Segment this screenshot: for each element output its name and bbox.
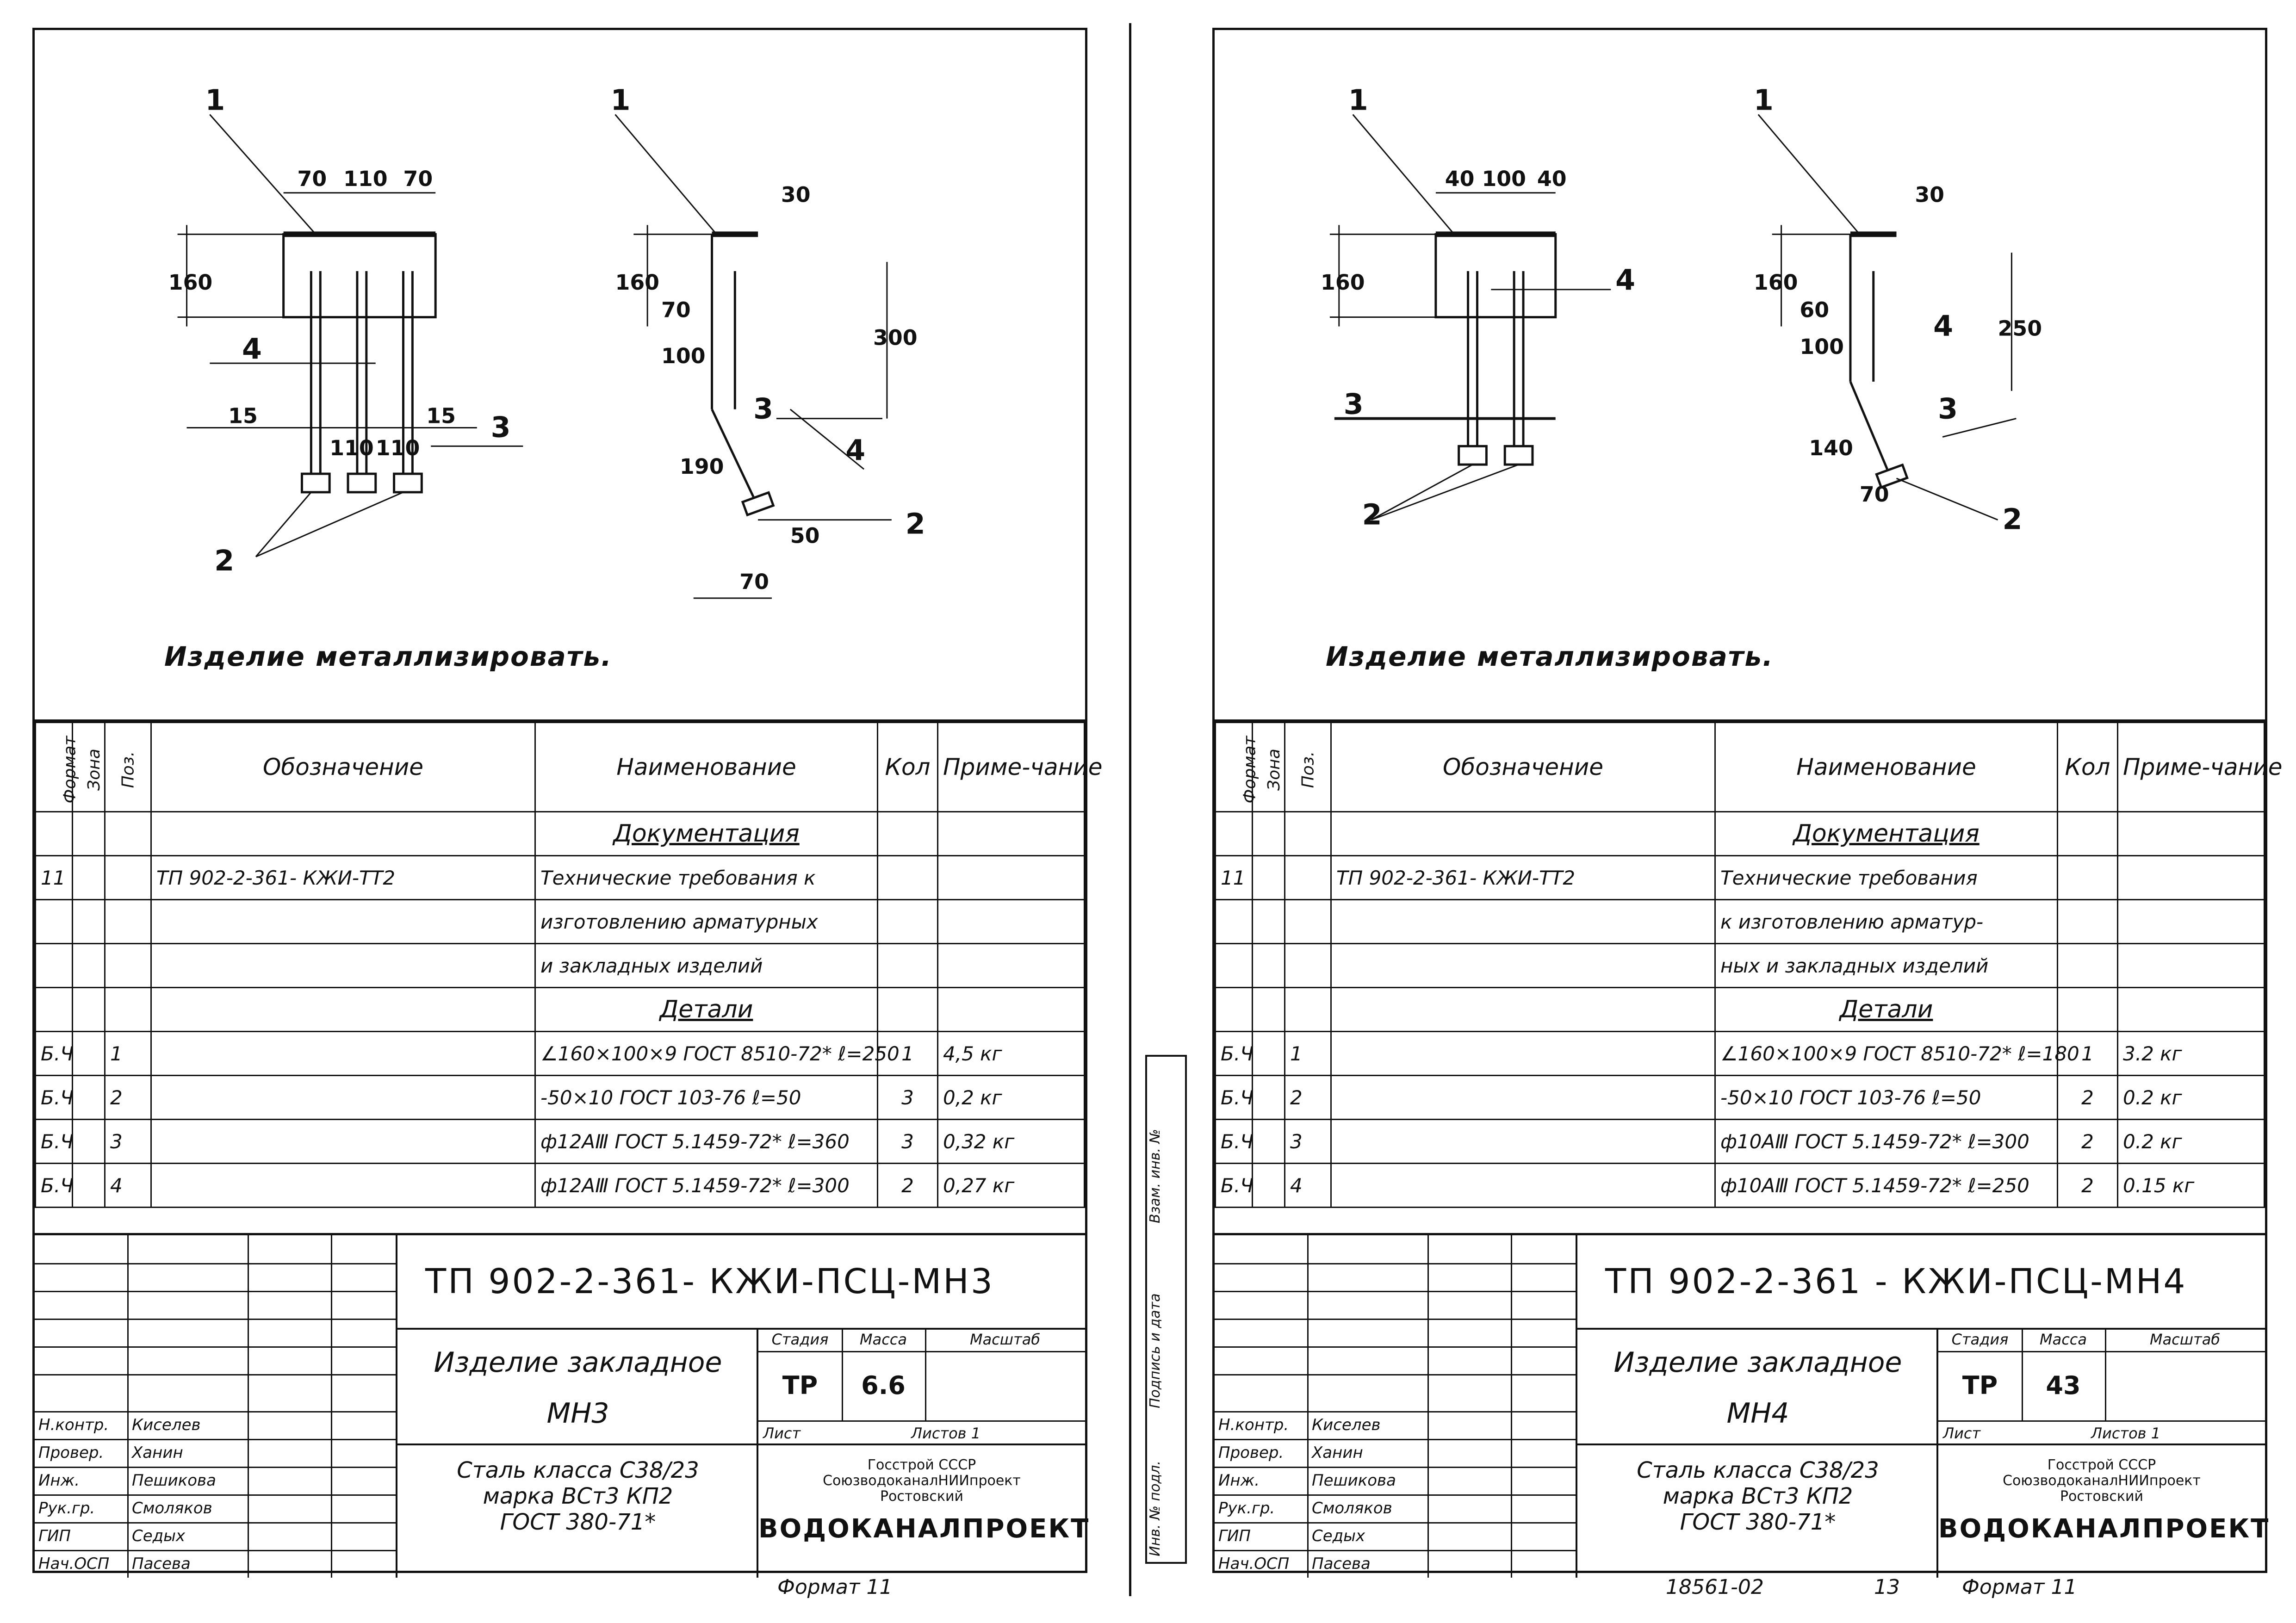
pos-1-front: 1	[205, 83, 225, 117]
dim-side-4: 100	[661, 343, 706, 369]
table-row: 11 ТП 902-2-361- КЖИ-ТТ2 Технические требования к	[36, 856, 1085, 900]
organization: Госстрой СССР СоюзводоканалНИИпроект Ростовский ВОДОКАНАЛПРОЕКТ	[757, 1443, 1085, 1578]
format-label-left: Формат 11	[777, 1575, 893, 1599]
table-row: Б.Ч 3 ф10АⅢ ГОСТ 5.1459-72* ℓ=300 2 0.2 кг	[1216, 1120, 2265, 1164]
pos-1-front: 1	[1348, 83, 1368, 117]
note-metallize: Изделие металлизировать.	[1326, 641, 1774, 672]
dim-side-5: 250	[1998, 316, 2042, 341]
col-name: Наименование	[1715, 723, 2058, 812]
col-zone: Зона	[73, 723, 105, 812]
pos-2-front: 2	[214, 544, 235, 578]
col-pos: Поз.	[1285, 723, 1331, 812]
drawing-mn4-svg	[1215, 30, 2265, 719]
pos-3-front: 3	[490, 410, 511, 444]
staff-row: Нач.ОСП Пасева	[1218, 1555, 1371, 1573]
table-row: Б.Ч 3 ф12АⅢ ГОСТ 5.1459-72* ℓ=360 3 0,32 кг	[36, 1120, 1085, 1164]
col-pos: Поз.	[105, 723, 151, 812]
staff-row: Инж. Пешикова	[1218, 1471, 1396, 1490]
item-name: Изделие закладное МН4	[1576, 1328, 1938, 1445]
spec-header-row	[36, 723, 1085, 812]
col-note: Приме-чание	[2118, 723, 2265, 812]
dim-side-3: 60	[1800, 297, 1830, 322]
section-docs-row	[1216, 812, 2265, 856]
side-stamp: Инв. № подл. Подпись и дата Взам. инв. №	[1145, 1055, 1187, 1564]
section-parts: Детали	[1715, 988, 2058, 1032]
col-qty: Кол	[878, 723, 938, 812]
pos-4-front: 4	[1615, 263, 1636, 297]
drawing-designation: ТП 902-2-361 - КЖИ-ПСЦ-МН4	[1576, 1235, 2265, 1330]
col-designation: Обозначение	[1331, 723, 1715, 812]
dim-front-bottom-4: 15	[426, 403, 456, 428]
dim-side-8: 190	[679, 454, 724, 479]
mass-value: 6.6	[842, 1351, 926, 1420]
spec-table-mn4	[1215, 719, 2283, 1240]
dim-side-3: 70	[661, 297, 691, 322]
page-number: 13	[1874, 1575, 1900, 1599]
dim-side-7: 70	[739, 569, 769, 594]
pos-1-side: 1	[610, 83, 631, 117]
dim-side-6: 140	[1809, 435, 1853, 461]
dim-front-bottom-1: 15	[228, 403, 258, 428]
pos-2-side: 2	[905, 507, 925, 541]
col-qty: Кол	[2058, 723, 2118, 812]
section-docs: Документация	[535, 812, 878, 856]
dim-side-5: 300	[873, 325, 918, 350]
dim-side-2: 160	[615, 269, 660, 295]
dim-front-top-2: 100	[1482, 166, 1527, 191]
col-zone: Зона	[1253, 723, 1285, 812]
mass-value: 43	[2022, 1351, 2106, 1420]
sheet-mn4	[1212, 28, 2283, 1573]
dim-side-2: 160	[1753, 269, 1798, 295]
pos-4-side: 4	[845, 434, 866, 467]
spec-table-mn3	[35, 719, 1103, 1240]
item-name: Изделие закладное МН3	[396, 1328, 758, 1445]
dim-front-top-2: 110	[343, 166, 388, 191]
dim-side-1: 30	[781, 182, 811, 207]
pos-3-side: 3	[1938, 392, 1958, 426]
staff-row: Н.контр. Киселев	[38, 1416, 201, 1434]
col-name: Наименование	[535, 723, 878, 812]
col-designation: Обозначение	[151, 723, 535, 812]
material: Сталь класса С38/23 марка ВСт3 КП2 ГОСТ 380-71*	[1576, 1443, 1938, 1578]
table-row: Б.Ч 1 ∠160×100×9 ГОСТ 8510-72* ℓ=250 1 4,5 кг	[36, 1032, 1085, 1076]
format-label-right: Формат 11	[1962, 1575, 2077, 1599]
sheet-divider	[1129, 23, 1131, 1596]
staff-row: Рук.гр. Смоляков	[38, 1499, 212, 1518]
table-row: ных и закладных изделий	[1216, 944, 2265, 988]
section-docs: Документация	[1715, 812, 2058, 856]
staff-row: Рук.гр. Смоляков	[1218, 1499, 1392, 1518]
dim-side-6: 50	[790, 523, 820, 548]
stage-value: ТР	[1938, 1351, 2023, 1420]
dim-side-1: 30	[1915, 182, 1945, 207]
section-parts-row	[36, 988, 1085, 1032]
archive-code: 18561-02	[1666, 1575, 1764, 1599]
table-row: Б.Ч 2 -50×10 ГОСТ 103-76 ℓ=50 3 0,2 кг	[36, 1076, 1085, 1120]
table-row: 11 ТП 902-2-361- КЖИ-ТТ2 Технические требования	[1216, 856, 2265, 900]
dim-front-top-3: 40	[1537, 166, 1567, 191]
drawing-mn4	[1215, 30, 2265, 719]
dim-front-left: 160	[1320, 269, 1365, 295]
spec-header-row	[1216, 723, 2265, 812]
dim-front-bottom-3: 110	[375, 435, 420, 461]
col-format: Формат	[1216, 723, 1253, 812]
staff-row: Н.контр. Киселев	[1218, 1416, 1381, 1434]
angle-plate-front	[1436, 234, 1556, 317]
pos-2-side: 2	[2002, 502, 2023, 536]
dim-side-7: 70	[1859, 481, 1889, 507]
pos-1-side: 1	[1753, 83, 1774, 117]
organization: Госстрой СССР СоюзводоканалНИИпроект Ростовский ВОДОКАНАЛПРОЕКТ	[1936, 1443, 2265, 1578]
dim-front-top-3: 70	[403, 166, 433, 191]
pos-4-front: 4	[242, 332, 262, 366]
section-parts-row	[1216, 988, 2265, 1032]
dim-front-top-1: 40	[1445, 166, 1475, 191]
table-row: Б.Ч 4 ф12АⅢ ГОСТ 5.1459-72* ℓ=300 2 0,27 кг	[36, 1164, 1085, 1208]
table-row: Б.Ч 4 ф10АⅢ ГОСТ 5.1459-72* ℓ=250 2 0.15 кг	[1216, 1164, 2265, 1208]
col-format: Формат	[36, 723, 73, 812]
dim-front-bottom-2: 110	[329, 435, 374, 461]
stage-block: Стадия Масса Масштаб ТР 43 Лист Листов 1	[1936, 1328, 2265, 1445]
sheet-mn3	[32, 28, 1103, 1573]
stage-block: Стадия Масса Масштаб ТР 6.6 Лист Листов 1	[757, 1328, 1085, 1445]
title-block-mn4	[1215, 1233, 2270, 1578]
col-note: Приме-чание	[938, 723, 1085, 812]
table-row: к изготовлению арматур-	[1216, 900, 2265, 944]
section-docs-row	[36, 812, 1085, 856]
dim-front-left: 160	[168, 269, 213, 295]
staff-row: Провер. Ханин	[1218, 1443, 1363, 1462]
staff-row: Нач.ОСП Пасева	[38, 1555, 191, 1573]
material: Сталь класса С38/23 марка ВСт3 КП2 ГОСТ 380-71*	[396, 1443, 758, 1578]
table-row: Б.Ч 2 -50×10 ГОСТ 103-76 ℓ=50 2 0.2 кг	[1216, 1076, 2265, 1120]
staff-row: Инж. Пешикова	[38, 1471, 216, 1490]
table-row: и закладных изделий	[36, 944, 1085, 988]
staff-row: ГИП Седых	[1218, 1527, 1365, 1545]
dim-side-4: 100	[1800, 334, 1844, 359]
note-metallize: Изделие металлизировать.	[164, 641, 613, 672]
staff-row: ГИП Седых	[38, 1527, 186, 1545]
table-row: изготовлению арматурных	[36, 900, 1085, 944]
section-parts: Детали	[535, 988, 878, 1032]
drawing-mn3-svg	[35, 30, 1085, 719]
pos-2-front: 2	[1362, 498, 1382, 532]
drawing-designation: ТП 902-2-361- КЖИ-ПСЦ-МН3	[396, 1235, 1085, 1330]
title-block-mn3	[35, 1233, 1090, 1578]
pos-3-front: 3	[1343, 387, 1364, 421]
pos-4-side: 4	[1933, 309, 1954, 343]
table-row: Б.Ч 1 ∠160×100×9 ГОСТ 8510-72* ℓ=180 1 3.2 кг	[1216, 1032, 2265, 1076]
pos-3-side: 3	[753, 392, 774, 426]
dim-front-top-1: 70	[297, 166, 327, 191]
staff-row: Провер. Ханин	[38, 1443, 183, 1462]
stage-value: ТР	[758, 1351, 843, 1420]
drawing-mn3	[35, 30, 1085, 719]
